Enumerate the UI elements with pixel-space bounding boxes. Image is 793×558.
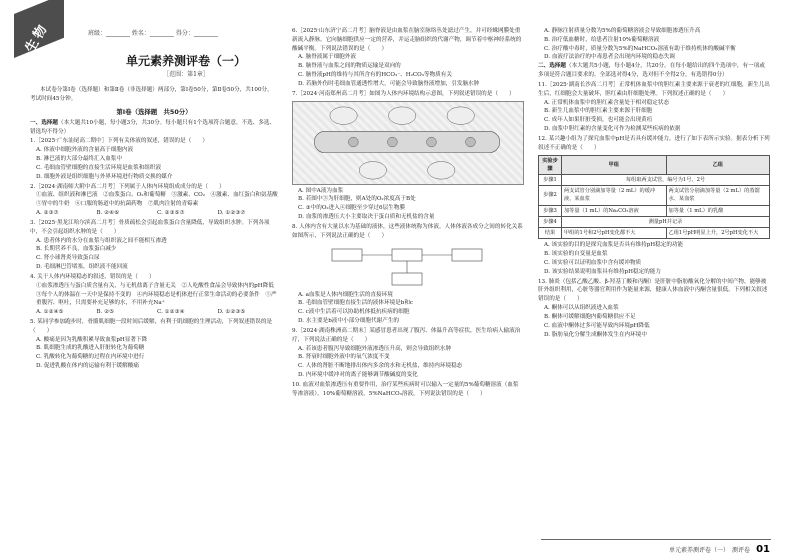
- question-stem: 13. 肺炎（包括乙酸乙酸、β-羟基丁酸和丙酮）是肝脏中脂肪酸氧化分解的中间产物，能够被肝外组织利用，心脏等器官利用作为能量来源，健康人体血液中丙酮含量很低。下列相关叙述错误的是（ ）: [538, 278, 768, 303]
- question-8: [292, 223, 524, 326]
- table-header-cell: 实验步骤: [539, 155, 562, 174]
- section-heading: 第Ⅰ卷（选择题 共50分）: [116, 107, 192, 116]
- table-cell: 加等量（1 mL）的乳酸: [666, 205, 769, 216]
- question-stem: 10. 血液对血浆渗透压有重要作用，治疗某些疾病时可以输入一定量的5%葡萄糖溶液（血浆等渗溶液），10%葡萄糖溶液，5%NaHCO₃溶液，下列说法错误的是（ ）: [292, 381, 519, 397]
- question-stem: 11.［2025·湖南长沙高二月考］正常机体血浆中的胆红素主要来源于衰老的红细胞，新生儿出生后，红细胞会大量破坏，胆红素由肝细胞处理。下列叙述正确的是（ ）: [538, 81, 770, 97]
- table-row: [539, 186, 770, 205]
- option-c: C. c液中生活着可以协助机体抵抗疾病的细胞: [298, 309, 410, 316]
- table-row: [539, 175, 770, 186]
- option-c: C. 血液中酮体过多可能导致内环境pH降低: [544, 322, 650, 329]
- table-cell: 测量pH并记录: [561, 216, 769, 227]
- option-d: D. ①②③⑤: [217, 309, 246, 316]
- column-left: [30, 86, 284, 371]
- option-d: D. 内环境中缓冲对的离子能够调节酸碱度的变化: [298, 372, 418, 379]
- page-footer: [600, 542, 770, 558]
- option-c: C. 成年人如果肝脏受损，也可能会出现黄疸: [544, 117, 653, 124]
- option-b: B. 长期营养不良，血浆蛋白减少: [36, 246, 117, 253]
- option-d: D. 脂肪氧化分解生成酮体发生在内环境中: [544, 331, 647, 338]
- table-header-row: [539, 155, 770, 174]
- option-c: C. 人体的肾脏不断地排出体内多余的水和无机盐，维持内环境稳态: [298, 363, 463, 370]
- option-b: B. ②④⑥: [96, 210, 120, 217]
- option-a: A. 酮体可以从组织液进入血浆: [544, 305, 619, 312]
- option-b: B. 淋巴液的大部分最终汇入血浆中: [36, 156, 122, 163]
- question-stem: 2.［2024·湖南师大附中高二月考］下列属于人体内环境组成成分的是（ ）: [30, 183, 225, 190]
- option-d: D. 血浆中胆红素的含量变化可作为检测某些疾病的依据: [544, 126, 681, 133]
- question-1: [30, 137, 278, 181]
- question-13: [538, 278, 770, 340]
- table-header-cell: 甲组: [561, 155, 666, 174]
- option-a: A. ②③⑦: [36, 210, 59, 217]
- part2-intro: 二、选择题（本大题共5小题，每小题4分，共20分。在每小题给出的四个选项中，有一项或多项是符合题目要求的。全部选对得4分，选对但不全得2分，有选错得0分）: [538, 63, 765, 79]
- question-11: [538, 81, 770, 134]
- exam-scope: ［范围：第1章］: [163, 71, 209, 78]
- body-fluid-diagram: [292, 243, 524, 289]
- options-row: [30, 308, 278, 317]
- option-a: A. 图中A液为血浆: [298, 187, 344, 194]
- option-d: D. 血浆的渗透压大小主要取决于蛋白质和无机盐的含量: [298, 214, 435, 221]
- option-c: C. 治疗酸中毒时，质量分数为5%的NaHCO₃溶液有助于维持机体的酸碱平衡: [544, 45, 736, 52]
- option-a: A. ①②④⑤: [36, 309, 64, 316]
- question-stem: 7.［2024·河南郑州高二月考］如图为人体内环境结构示意图，下列叙述错误的是（ ）: [292, 90, 515, 97]
- option-a: A. 正常机体血浆中的胆红素含量处于相对稳定状态: [544, 99, 670, 106]
- option-b: B. ②⑤: [96, 309, 115, 316]
- option-b: B. 毛细血管壁细胞直接生活的液体环境是b和c: [298, 300, 414, 307]
- table-cell: 乙组1号pH明显上升，2号pH变化不大: [666, 228, 769, 239]
- subject-tab-label: 生物: [22, 20, 52, 56]
- table-cell: 步骤4: [539, 216, 562, 227]
- option-c: C. 毛细血管壁细胞的直接生活环境是血浆和组织液: [36, 164, 162, 171]
- option-d: D. 细胞外液是组织细胞与外界环境进行物质交换的媒介: [36, 173, 173, 180]
- option-d: D. 血液疗法治疗的中毒患者会出现内环境的稳态失调: [544, 54, 675, 61]
- exam-instructions: 本试卷分第Ⅰ卷（选择题）和第Ⅱ卷（非选择题）两部分，第Ⅰ卷50分，第Ⅱ卷50分，共100分，考试时间45分钟。: [30, 87, 273, 102]
- table-cell: 结果: [539, 228, 562, 239]
- table-row: [539, 228, 770, 239]
- option-c: C. ①②③④: [157, 309, 185, 316]
- option-c: C. ③中的O₂进入④细胞至少穿过6层生物膜: [298, 205, 405, 212]
- option-c: C. 脑脊液pH的维持与其所含有的HCO₃⁻、H₂CO₃等物质有关: [298, 72, 452, 79]
- option-b: B. 酮体可缓解细胞内葡萄糖供应不足: [544, 313, 636, 320]
- option-a: A. 该实验的目的是探究血浆是否具有维持pH稳定的功能: [544, 242, 684, 249]
- question-3: [30, 219, 278, 272]
- student-info-fields: 班级：________ 姓名：________ 得分：________: [88, 30, 218, 37]
- question-10-options: [538, 27, 770, 62]
- footer-divider: [541, 539, 771, 540]
- table-header-cell: 乙组: [666, 155, 769, 174]
- internal-environment-figure: [292, 101, 524, 185]
- exam-title: 单元素养测评卷（一）: [125, 54, 246, 68]
- column-middle: [292, 26, 524, 399]
- question-4: [30, 273, 278, 317]
- option-c: C. 乳酸转化为葡萄糖的过程在内环境中进行: [36, 354, 145, 361]
- option-a: A. 若该患者腹泻导致细胞外液渗透压升高，则会导致组织水肿: [298, 345, 452, 352]
- table-cell: 步骤1: [539, 175, 562, 186]
- option-d: D. 水主要是b液中小部分细胞代谢产生的: [298, 318, 399, 325]
- option-a: A. 酸痛是因为乳酸积累导致血浆pH显著下降: [36, 336, 148, 343]
- question-9: [292, 327, 524, 380]
- table-cell: 两支试管分别滴加等量（2 mL）的缓冲液、某血浆: [561, 186, 666, 205]
- question-stem: 8. 人体内含有大量以水为基础的液体，这些液体统称为体液。人体体液各成分之间的转化关系如图所示，下列说法正确的是（ ）: [292, 223, 523, 239]
- table-cell: 两支试管分别滴加等量（2 mL）的蒸馏水、某血浆: [666, 186, 769, 205]
- table-cell: 步骤3: [539, 205, 562, 216]
- option-b: B. 若图中③为肝细胞，则A处的O₂浓度高于B处: [298, 196, 416, 203]
- question-stem: 3.［2025·黑龙江哈尔滨高二月考］骨质疏松会引起血浆蛋白含量降低，导致组织水肿。下列各项中，不会引起组织水肿的是（ ）: [30, 219, 270, 235]
- question-2: [30, 183, 284, 218]
- question-6: [292, 27, 524, 89]
- table-cell: 加等量（1 mL）的Na₂CO₃溶液: [561, 205, 666, 216]
- option-a: A. 脑脊液属于细胞外液: [298, 54, 356, 61]
- option-d: D. 促进乳酸在体内的运输有利于缓解酸痛: [36, 363, 139, 370]
- table-row: [539, 216, 770, 227]
- question-7: [292, 90, 524, 222]
- question-items: ①血液、组织液和淋巴液 ②血浆蛋白、O₂和葡萄糖 ③激素、CO₂ ④激素、血红蛋白和氨基酸 ⑤胃中的牛奶 ⑥口服的肠道中的抗菌药物 ⑦肌肉注射的青霉素: [36, 192, 284, 208]
- question-stem: 6.［2025·山东济宁高二月考］脑脊液是由血浆在脑室脉络丛处滤过产生，并可经蛛网膜处重新流入静脉。它向脑细胞供应一定的营养，并运走脑组织的代谢产物，调节着中枢神经系统的酸碱平衡。下列说法错误的是（ ）: [292, 28, 522, 52]
- question-stem: 12. 某兴趣小组为了探究血浆中pH是否具有缓冲能力，进行了如下表所示实验。据表分析下列叙述不正确的是（ ）: [538, 135, 770, 151]
- question-items: ①血浆渗透压与蛋白质含量有关，与无机盐离子含量无关 ②人吃酸性食品会导致体内的pH降低 ③每个人的体温在一天中是保持不变的 ④内环境稳态是机体进行正常生命活动的必要条件 ⑤严重腹泻、呕吐，只需要补充足够的水，不用补充Na⁺: [36, 282, 280, 307]
- options-row: [30, 209, 278, 218]
- option-a: A. 体液中细胞外液的含量高于细胞内液: [36, 147, 134, 154]
- footer-label: 单元素养测评卷（一） 测评卷: [669, 547, 751, 554]
- option-d: D. ①②③⑦: [217, 210, 246, 217]
- option-b: B. 脑脊液与血浆之间的物质运输是双向的: [298, 63, 401, 70]
- question-12: [538, 135, 770, 277]
- tissue-illustration: [293, 102, 523, 184]
- question-5: [30, 318, 278, 371]
- question-stem: 9.［2024·湖南株洲高二期末］某感冒患者出现了腹泻、体温升高等症状，医生给病人输液治疗，下列说法正确的是（ ）: [292, 327, 521, 343]
- question-stem: 1.［2025·广东汕尾高二期中］下列有关体液的叙述，错误的是（ ）: [30, 138, 208, 145]
- option-b: B. 治疗低血糖时，给患者注射10%葡萄糖溶液: [544, 36, 660, 43]
- page-number: 01: [756, 544, 770, 555]
- column-right: [538, 26, 770, 339]
- question-stem: 5. 某同学参加跑步时，骨骼肌细胞一段时间后缓解，有利于肌细胞的生理活动，下列叙述错误的是（ ）: [30, 318, 273, 334]
- table-cell: 步骤2: [539, 186, 562, 205]
- option-c: C. 该实验可以证明血浆中含有缓冲物质: [544, 260, 642, 266]
- option-b: B. 该实验的自变量是血浆: [544, 251, 608, 258]
- question-stem: 4. 关于人体内环境稳态的叙述，错误的是（ ）: [30, 273, 155, 280]
- option-d: D. 该实验结果说明血浆具有维持pH稳定的能力: [544, 268, 661, 275]
- experiment-table: [538, 155, 770, 240]
- part1-intro: 一、选择题（本大题共10小题，每小题3分，共30分。每小题只有1个选项符合题意，不选、多选、错选均不得分）: [30, 119, 276, 135]
- question-10: [292, 381, 524, 399]
- option-d: D. 若脑外伤时毛细血管通透性增大，可能会导致脑脊液增加，引发脑水肿: [298, 80, 480, 87]
- option-b: B. 新生儿血浆中的胆红素主要来源于肝细胞: [544, 108, 653, 115]
- option-b: B. 肌细胞生成的乳酸进入肝脏转化为葡萄糖: [36, 345, 145, 352]
- option-d: D. 毛细淋巴管堵塞，组织液不能回流: [36, 264, 128, 271]
- option-c: C. ②③⑤⑦: [157, 210, 185, 217]
- option-a: A. 患者体内的水分在血浆与组织液之间不能相互渗透: [36, 237, 167, 244]
- option-b: B. 肾衰时细胞外液中的氧气浓度不变: [298, 354, 390, 361]
- fluid-relation-arrows: [292, 243, 524, 289]
- table-cell: 每组取两支试管，编号为1号、2号: [561, 175, 769, 186]
- table-cell: 甲组的1号和2号pH变化都不大: [561, 228, 666, 239]
- option-c: C. 肾小球肾炎导致蛋白尿: [36, 255, 100, 262]
- table-row: [539, 205, 770, 216]
- option-a: A. a血浆是人体内细胞生活的直接环境: [298, 291, 393, 298]
- option-a: A. 静脉注射质量分数为5%的葡萄糖溶液会导致细胞渗透压升高: [544, 28, 701, 34]
